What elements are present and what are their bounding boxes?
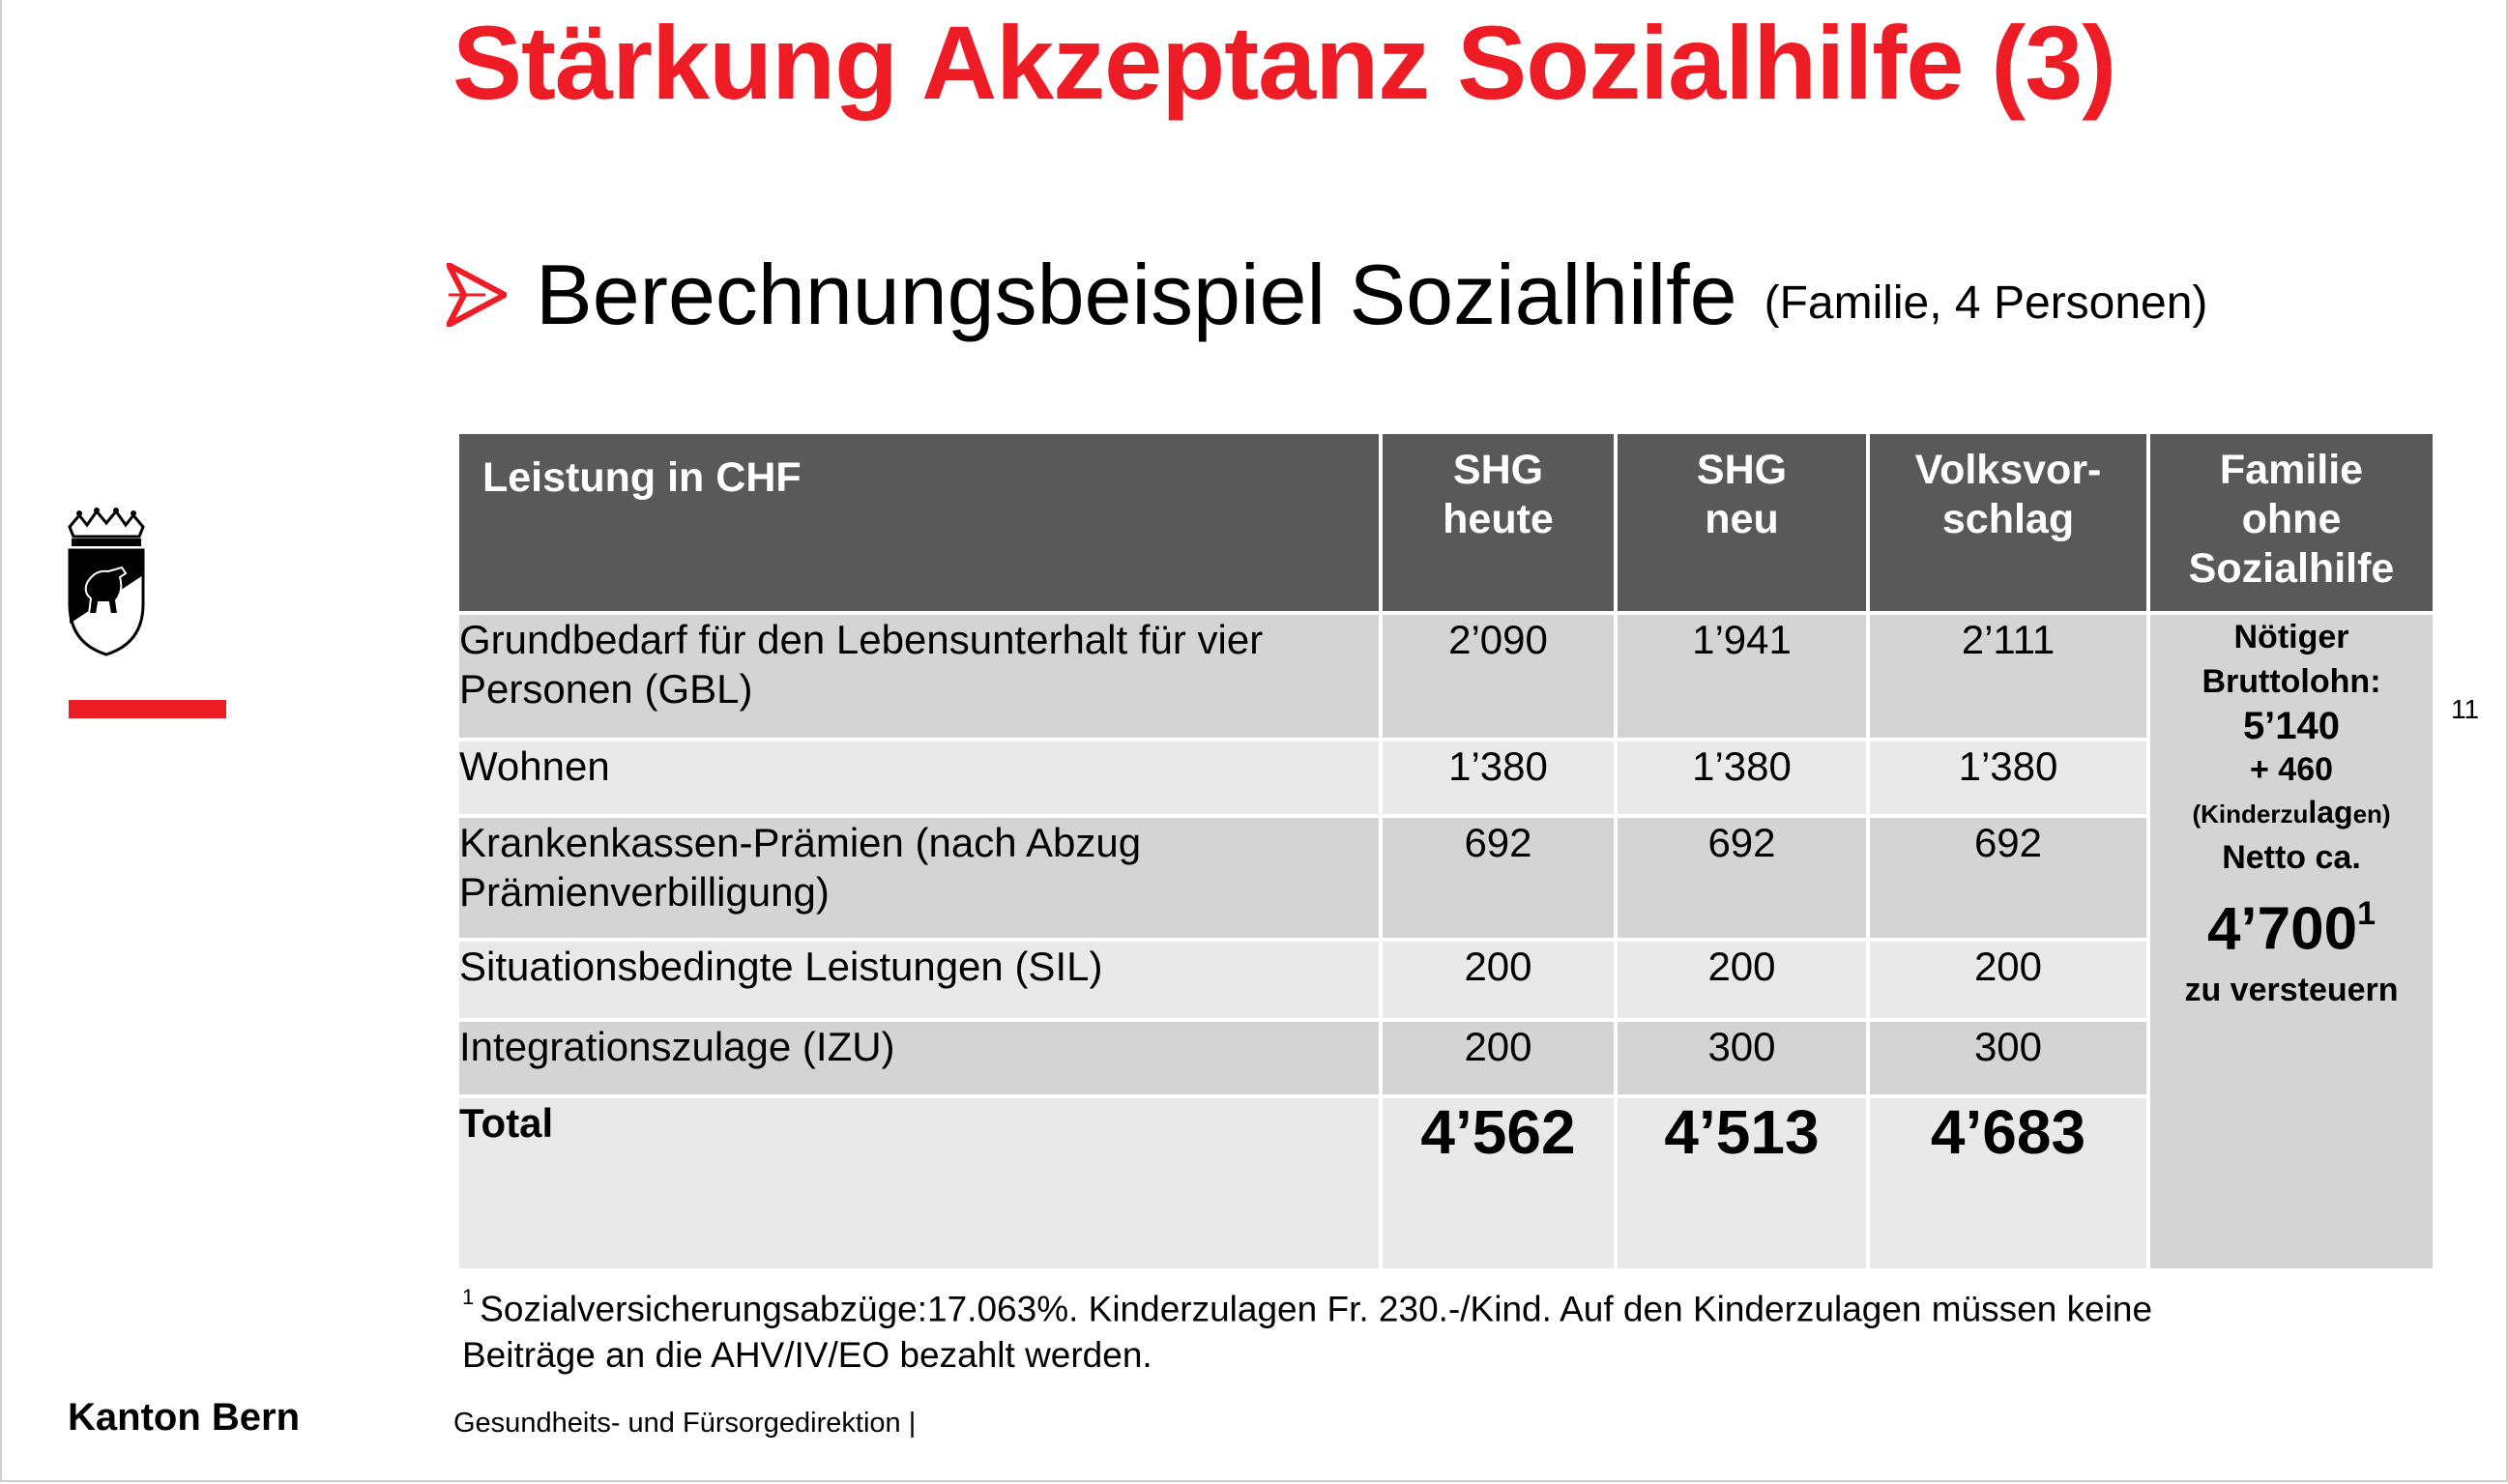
total-shg-neu: 4’513 bbox=[1616, 1096, 1868, 1270]
header-line: SHG bbox=[1452, 447, 1544, 493]
table-row bbox=[457, 940, 2435, 1020]
cell-shg-heute: 200 bbox=[1381, 940, 1616, 1020]
fam-netto-amount bbox=[2150, 880, 2433, 968]
fam-line2: Bruttolohn: bbox=[2202, 663, 2381, 700]
header-line: SHG bbox=[1696, 447, 1788, 493]
header-leistung: Leistung in CHF bbox=[457, 432, 1381, 613]
subtitle-row bbox=[447, 242, 2207, 348]
brand-red-bar bbox=[69, 700, 226, 718]
label-line: Krankenkassen-Prämien (nach Abzug bbox=[459, 820, 1142, 865]
kz-bold: lag bbox=[2308, 795, 2353, 829]
cell-shg-heute: 1’380 bbox=[1381, 740, 1616, 816]
label-line: Grundbedarf für den Lebensunterhalt für vier bbox=[459, 617, 1264, 662]
footnote-number: 1 bbox=[462, 1285, 475, 1309]
table-row bbox=[457, 1020, 2435, 1096]
bern-coat-of-arms-icon bbox=[66, 508, 147, 657]
header-line: ohne bbox=[2241, 496, 2342, 542]
page-number: 11 bbox=[2451, 694, 2480, 724]
netto-value: 4’700 bbox=[2206, 895, 2358, 963]
cell-shg-neu: 1’380 bbox=[1616, 740, 1868, 816]
header-familie bbox=[2148, 432, 2435, 613]
cell-shg-neu: 300 bbox=[1616, 1020, 1868, 1096]
footnote-line2: Beiträge an die AHV/IV/EO bezahlt werden. bbox=[462, 1335, 1152, 1376]
arrow-bullet-icon bbox=[447, 263, 507, 327]
row-label: Wohnen bbox=[457, 740, 1381, 816]
total-volksvorschlag: 4’683 bbox=[1868, 1096, 2148, 1270]
fam-amount: 5’140 bbox=[2242, 705, 2341, 747]
cell-volksvorschlag: 692 bbox=[1868, 816, 2148, 940]
footnote-line1: Sozialversicherungsabzüge:17.063%. Kinderzulagen Fr. 230.-/Kind. Auf den Kinderzulagen müssen keine bbox=[480, 1289, 2153, 1329]
cell-shg-heute: 2’090 bbox=[1381, 613, 1616, 740]
fam-plus: + 460 bbox=[2249, 751, 2334, 788]
direktion-label: Gesundheits- und Fürsorgedirektion | bbox=[453, 1408, 917, 1439]
header-volksvorschlag bbox=[1868, 432, 2148, 613]
benefits-table bbox=[455, 430, 2436, 1272]
header-line: Sozialhilfe bbox=[2188, 545, 2395, 592]
kz-pre: (Kinderzu bbox=[2192, 800, 2309, 829]
table-total-row bbox=[457, 1096, 2435, 1270]
cell-volksvorschlag: 200 bbox=[1868, 940, 2148, 1020]
cell-volksvorschlag: 2’111 bbox=[1868, 613, 2148, 740]
header-line: schlag bbox=[1941, 496, 2075, 542]
header-line: Volksvor- bbox=[1914, 447, 2102, 493]
total-shg-heute: 4’562 bbox=[1381, 1096, 1616, 1270]
footnote bbox=[462, 1278, 2318, 1379]
fam-line1: Nötiger bbox=[2233, 619, 2349, 655]
header-shg-heute bbox=[1381, 432, 1616, 613]
kz-post: en) bbox=[2352, 800, 2391, 829]
cell-volksvorschlag: 300 bbox=[1868, 1020, 2148, 1096]
table-row bbox=[457, 613, 2435, 740]
table-row bbox=[457, 740, 2435, 816]
subtitle-note: (Familie, 4 Personen) bbox=[1764, 276, 2208, 329]
header-line: neu bbox=[1705, 496, 1779, 542]
kanton-bern-label: Kanton Bern bbox=[68, 1396, 300, 1439]
label-line: Personen (GBL) bbox=[459, 666, 753, 712]
table-header-row bbox=[457, 432, 2435, 613]
fam-netto: Netto ca. bbox=[2222, 839, 2361, 876]
cell-shg-neu: 692 bbox=[1616, 816, 1868, 940]
table-row bbox=[457, 816, 2435, 940]
row-label: Integrationszulage (IZU) bbox=[457, 1020, 1381, 1096]
cell-volksvorschlag: 1’380 bbox=[1868, 740, 2148, 816]
label-line: Prämienverbilligung) bbox=[459, 869, 830, 915]
fam-kinderzulagen bbox=[2150, 791, 2433, 835]
header-line: heute bbox=[1443, 496, 1554, 542]
header-shg-neu bbox=[1616, 432, 1868, 613]
cell-shg-neu: 200 bbox=[1616, 940, 1868, 1020]
fam-tax: zu versteuern bbox=[2184, 971, 2399, 1008]
cell-shg-neu: 1’941 bbox=[1616, 613, 1868, 740]
row-label bbox=[457, 816, 1381, 940]
header-line: Familie bbox=[2219, 447, 2364, 493]
subtitle: Berechnungsbeispiel Sozialhilfe bbox=[536, 247, 1737, 342]
slide-title: Stärkung Akzeptanz Sozialhilfe (3) bbox=[452, 4, 2116, 121]
total-label: Total bbox=[457, 1096, 1381, 1270]
row-label bbox=[457, 613, 1381, 740]
cell-shg-heute: 200 bbox=[1381, 1020, 1616, 1096]
familie-ohne-sozialhilfe-box bbox=[2148, 613, 2435, 1270]
footnote-mark: 1 bbox=[2357, 895, 2377, 932]
row-label: Situationsbedingte Leistungen (SIL) bbox=[457, 940, 1381, 1020]
cell-shg-heute: 692 bbox=[1381, 816, 1616, 940]
